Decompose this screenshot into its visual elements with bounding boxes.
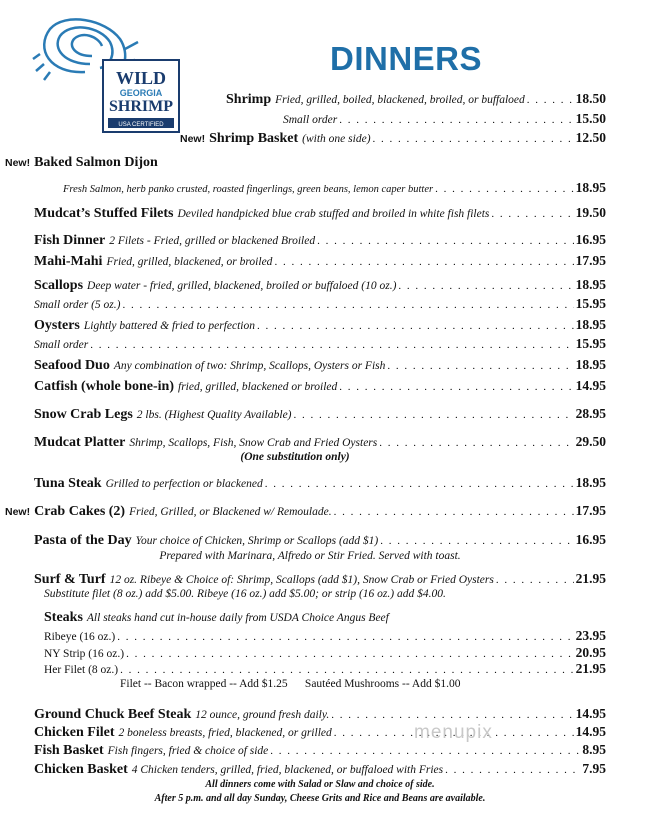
leader-dots: [317, 233, 574, 249]
menu-item-shrimp-small: [283, 111, 606, 128]
item-name: Steaks: [44, 610, 83, 625]
menu-item-chicken-filet: [34, 724, 606, 741]
leader-dots: [331, 707, 573, 723]
menu-item-tuna-steak: [34, 475, 606, 492]
item-price: 21.95: [575, 661, 606, 676]
menu-item-chicken-basket: [34, 761, 606, 778]
leader-dots: [294, 407, 574, 423]
leader-dots: [380, 533, 573, 549]
leader-dots: [339, 379, 573, 395]
menu-item-ribeye: [44, 628, 606, 645]
surf-turf-note: Substitute filet (8 oz.) add $5.00. Ribeye (16 oz.) add $5.00; or strip (16 oz.) add $4.00.: [44, 588, 446, 600]
leader-dots: [117, 629, 573, 645]
item-desc: Grilled to perfection or blackened: [105, 478, 263, 490]
item-desc: Small order: [283, 114, 338, 126]
item-desc: 12 ounce, ground fresh daily.: [195, 709, 330, 721]
item-price: 29.50: [575, 434, 606, 449]
item-price: 15.95: [575, 296, 606, 311]
new-badge: New!: [180, 133, 206, 145]
watermark: menupix: [414, 722, 493, 743]
item-name: Oysters: [34, 318, 80, 333]
item-name: Mudcat’s Stuffed Filets: [34, 206, 174, 221]
footer-line-1: All dinners come with Salad or Slaw and choice of side.: [205, 779, 435, 790]
leader-dots: [270, 743, 580, 759]
item-name: Chicken Basket: [34, 762, 128, 777]
menu-item-ground-chuck: [34, 706, 606, 723]
item-desc: (with one side): [302, 133, 371, 145]
item-price: 16.95: [575, 532, 606, 547]
item-price: 18.95: [575, 475, 606, 490]
menu-item-her-filet: [44, 661, 606, 678]
menu-item-fish-dinner: [34, 232, 606, 249]
leader-dots: [527, 92, 574, 108]
item-price: 7.95: [582, 761, 606, 776]
item-desc: Her Filet (8 oz.): [44, 664, 119, 676]
leader-dots: [379, 435, 573, 451]
item-name: Shrimp Basket: [209, 131, 299, 146]
new-badge: New!: [5, 157, 31, 169]
item-price: 14.95: [575, 706, 606, 721]
item-name: Fish Basket: [34, 743, 104, 758]
item-price: 14.95: [575, 378, 606, 393]
leader-dots: [122, 297, 573, 313]
leader-dots: [387, 358, 573, 374]
steak-addons: Filet -- Bacon wrapped -- Add $1.25 Sautéed Mushrooms -- Add $1.00: [120, 678, 461, 690]
menu-item-seafood-duo: [34, 357, 606, 374]
new-badge: New!: [5, 506, 31, 518]
item-name: Snow Crab Legs: [34, 407, 133, 422]
menu-item-scallops-small: [34, 296, 606, 313]
item-price: 14.95: [575, 724, 606, 739]
menu-item-mudcat-filets: [34, 205, 606, 222]
item-price: 21.95: [575, 571, 606, 586]
menu-item-scallops: [34, 277, 606, 294]
item-price: 19.50: [575, 205, 606, 220]
item-desc: Small order (5 oz.): [34, 299, 121, 311]
item-desc: Your choice of Chicken, Shrimp or Scallops (add $1): [135, 535, 379, 547]
item-price: 18.95: [575, 317, 606, 332]
item-name: Crab Cakes (2): [34, 504, 126, 519]
menu-item-mahi-mahi: [34, 253, 606, 270]
menu-item-oysters-small: [34, 336, 606, 353]
item-name: Ground Chuck Beef Steak: [34, 707, 192, 722]
leader-dots: [90, 337, 573, 353]
item-desc: Lightly battered & fried to perfection: [83, 320, 255, 332]
item-name: Surf & Turf: [34, 572, 106, 587]
item-name: Seafood Duo: [34, 358, 110, 373]
logo-georgia-text: GEORGIA: [119, 88, 163, 98]
leader-dots: [120, 662, 574, 678]
item-price: 18.95: [575, 357, 606, 372]
item-desc: NY Strip (16 oz.): [44, 648, 125, 660]
menu-item-crab-cakes: [5, 503, 606, 520]
menu-item-ny-strip: [44, 645, 606, 662]
item-desc: 12 oz. Ribeye & Choice of: Shrimp, Scallops (add $1), Snow Crab or Fried Oysters: [109, 574, 494, 586]
item-price: 16.95: [575, 232, 606, 247]
item-name: Shrimp: [226, 92, 272, 107]
item-price: 17.95: [575, 503, 606, 518]
leader-dots: [445, 762, 580, 778]
item-desc: Deep water - fried, grilled, blackened, broiled or buffaloed (10 oz.): [87, 280, 397, 292]
item-desc: 2 boneless breasts, fried, blackened, or grilled: [118, 727, 332, 739]
item-name: Baked Salmon Dijon: [34, 155, 158, 170]
item-price: 17.95: [575, 253, 606, 268]
menu-item-shrimp: [226, 91, 606, 108]
item-name: Pasta of the Day: [34, 533, 132, 548]
item-name: Fish Dinner: [34, 233, 106, 248]
leader-dots: [257, 318, 574, 334]
item-desc: Fried, Grilled, or Blackened w/ Remoulade.: [129, 506, 332, 518]
menu-section-steaks: [44, 610, 564, 626]
menu-item-snow-crab: [34, 406, 606, 423]
wild-georgia-shrimp-logo: [30, 14, 180, 134]
menu-item-fish-basket: [34, 742, 606, 759]
item-name: Mudcat Platter: [34, 435, 126, 450]
item-desc: Shrimp, Scallops, Fish, Snow Crab and Fried Oysters: [129, 437, 378, 449]
menu-item-oysters: [34, 317, 606, 334]
menu-item-shrimp-basket: [180, 130, 606, 147]
leader-dots: [265, 476, 574, 492]
item-desc: 4 Chicken tenders, grilled, fried, blackened, or buffaloed with Fries: [131, 764, 444, 776]
item-desc: Fried, grilled, boiled, blackened, broiled, or buffaloed: [275, 94, 525, 106]
item-desc: Any combination of two: Shrimp, Scallops, Oysters or Fish: [113, 360, 386, 372]
leader-dots: [274, 254, 573, 270]
leader-dots: [496, 572, 574, 588]
menu-item-catfish: [34, 378, 606, 395]
footer-line-2: After 5 p.m. and all day Sunday, Cheese Grits and Rice and Beans are available.: [154, 793, 486, 804]
logo-certified-text: USA CERTIFIED: [118, 122, 164, 128]
item-price: 18.95: [575, 180, 606, 195]
item-price: 20.95: [575, 645, 606, 660]
item-price: 18.50: [575, 91, 606, 106]
leader-dots: [339, 112, 573, 128]
leader-dots: [435, 181, 574, 197]
item-desc: 2 Filets - Fried, grilled or blackened Broiled: [109, 235, 316, 247]
item-name: Mahi-Mahi: [34, 254, 103, 269]
item-price: 23.95: [575, 628, 606, 643]
leader-dots: [334, 504, 574, 520]
item-price: 28.95: [575, 406, 606, 421]
item-desc: All steaks hand cut in-house daily from USDA Choice Angus Beef: [86, 612, 389, 624]
item-price: 8.95: [582, 742, 606, 757]
item-desc: Fried, grilled, blackened, or broiled: [106, 256, 273, 268]
menu-item-salmon-detail: [63, 180, 606, 198]
item-desc: 2 lbs. (Highest Quality Available): [136, 409, 292, 421]
pasta-note: Prepared with Marinara, Alfredo or Stir Fried. Served with toast.: [159, 550, 461, 562]
item-desc: Deviled handpicked blue crab stuffed and broiled in white fish filets: [177, 208, 490, 220]
item-price: 15.95: [575, 336, 606, 351]
item-name: Chicken Filet: [34, 725, 115, 740]
page-title: DINNERS: [330, 40, 483, 77]
platter-note: (One substitution only): [240, 451, 350, 463]
menu-item-mudcat-platter: [34, 434, 606, 451]
item-desc: Small order: [34, 339, 89, 351]
logo-wild-text: WILD: [115, 68, 167, 88]
logo-shrimp-text: SHRIMP: [109, 98, 173, 115]
item-name: Catfish (whole bone-in): [34, 379, 175, 394]
menu-item-pasta: [34, 532, 606, 549]
item-desc: Fish fingers, fried & choice of side: [107, 745, 269, 757]
leader-dots: [398, 278, 573, 294]
menu-item-salmon-header: [5, 155, 305, 171]
item-desc: Ribeye (16 oz.): [44, 631, 116, 643]
item-name: Tuna Steak: [34, 476, 102, 491]
menu-item-surf-turf: [34, 571, 606, 588]
leader-dots: [491, 206, 573, 222]
leader-dots: [373, 131, 574, 147]
item-desc: fried, grilled, blackened or broiled: [178, 381, 338, 393]
leader-dots: [126, 646, 574, 662]
item-name: Scallops: [34, 278, 84, 293]
item-price: 12.50: [575, 130, 606, 145]
item-price: 15.50: [575, 111, 606, 126]
item-desc: Fresh Salmon, herb panko crusted, roasted fingerlings, green beans, lemon caper butter: [63, 184, 434, 195]
item-price: 18.95: [575, 277, 606, 292]
